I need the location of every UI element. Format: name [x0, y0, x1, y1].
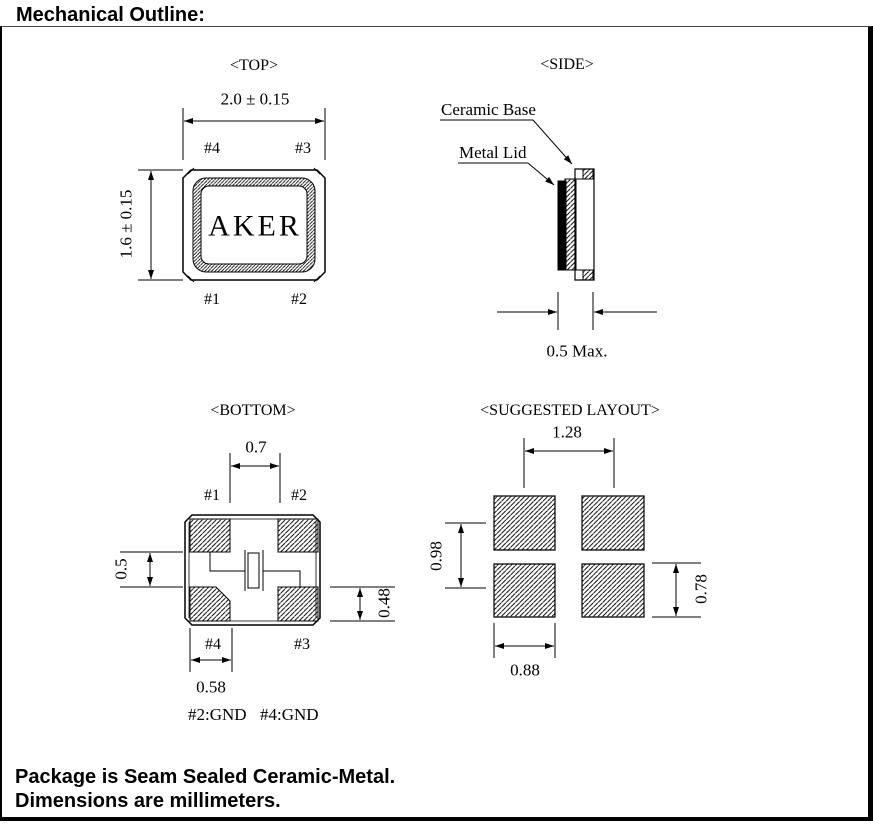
- layout-pad-height-dim: 0.78: [691, 574, 711, 604]
- bottom-view-drawing: [120, 453, 395, 672]
- layout-view-title: <SUGGESTED LAYOUT>: [480, 402, 660, 420]
- side-view-title: <SIDE>: [540, 56, 594, 74]
- footer-units-note: Dimensions are millimeters.: [15, 790, 281, 812]
- bottom-pad1-label: #1: [204, 487, 220, 505]
- page-heading: Mechanical Outline:: [16, 4, 205, 26]
- top-pad1-label: #1: [204, 291, 220, 309]
- side-thickness-dim: 0.5 Max.: [546, 341, 608, 361]
- gnd-note-pin2: #2:GND: [188, 705, 247, 724]
- bottom-view-title: <BOTTOM>: [210, 402, 296, 420]
- top-pad3-label: #3: [295, 140, 311, 158]
- ceramic-base-callout: Ceramic Base: [441, 100, 536, 119]
- brand-mark: AKER: [208, 209, 302, 243]
- layout-pad-width-dim: 0.88: [510, 660, 540, 680]
- metal-lid-callout: Metal Lid: [459, 143, 527, 162]
- top-pad4-label: #4: [204, 140, 220, 158]
- bottom-pad-width-dim: 0.58: [196, 677, 226, 697]
- top-view-drawing: [138, 108, 325, 282]
- layout-view-drawing: [445, 438, 701, 658]
- bottom-pad-height-dim: 0.48: [374, 588, 394, 618]
- bottom-row-gap-dim: 0.5: [111, 558, 131, 580]
- bottom-pad2-label: #2: [291, 487, 307, 505]
- top-pad2-label: #2: [291, 291, 307, 309]
- layout-pitch-y-dim: 0.98: [426, 541, 446, 571]
- bottom-pad3-label: #3: [294, 636, 310, 654]
- top-view-title: <TOP>: [230, 57, 278, 75]
- top-height-dim: 1.6 ± 0.15: [116, 189, 136, 259]
- layout-pitch-x-dim: 1.28: [552, 422, 582, 442]
- top-width-dim: 2.0 ± 0.15: [220, 89, 290, 109]
- bottom-gap-dim: 0.7: [245, 437, 267, 457]
- gnd-note-pin4: #4:GND: [260, 705, 319, 724]
- bottom-pad4-label: #4: [205, 636, 221, 654]
- footer-package-note: Package is Seam Sealed Ceramic-Metal.: [15, 766, 396, 788]
